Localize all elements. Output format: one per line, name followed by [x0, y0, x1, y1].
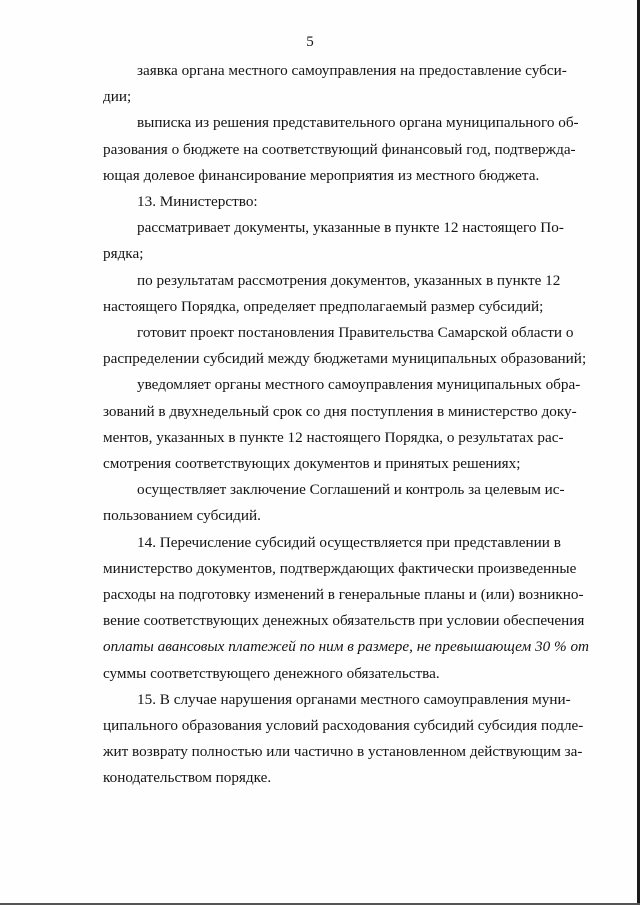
text-line: настоящего Порядка, определяет предполагаемый размер субсидий; — [103, 297, 544, 315]
text-line: выписка из решения представительного органа муниципального об- — [137, 114, 579, 132]
text-line: пользованием субсидий. — [103, 507, 261, 525]
text-line: жит возврату полностью или частично в установленном действующим за- — [103, 743, 583, 761]
text-line: ципального образования условий расходования субсидий субсидия подле- — [103, 717, 584, 735]
text-line: оплаты авансовых платежей по ним в размере, не превышающем 30 % от — [103, 638, 590, 656]
paragraph-extract — [69, 110, 579, 189]
paragraph-application — [69, 58, 567, 110]
text-line: вение соответствующих денежных обязательств при условии обеспечения — [103, 612, 585, 630]
text-line: конодательством порядке. — [103, 769, 272, 787]
paragraph-13-heading — [69, 189, 553, 215]
text-line: зований в двухнедельный срок со дня поступления в министерство доку- — [103, 402, 577, 420]
text-line: разования о бюджете на соответствующий финансовый год, подтвержда- — [103, 140, 576, 158]
text-line: смотрения соответствующих документов и принятых решениях; — [103, 455, 521, 473]
paragraph-agreements — [69, 477, 565, 529]
text-line: расходы на подготовку изменений в генеральные планы и (или) возникно- — [103, 586, 584, 604]
text-line: 14. Перечисление субсидий осуществляется при представлении в — [137, 533, 561, 551]
paragraph-notifies — [69, 372, 581, 477]
text-line: уведомляет органы местного самоуправления муниципальных обра- — [137, 376, 581, 394]
document-body — [69, 58, 590, 792]
text-line: министерство документов, подтверждающих фактически произведенные — [103, 559, 577, 577]
text-line: ющая долевое финансирование мероприятия из местного бюджета. — [103, 166, 540, 184]
text-line: по результатам рассмотрения документов, указанных в пункте 12 — [137, 271, 561, 289]
text-line: осуществляет заключение Соглашений и контроль за целевым ис- — [137, 481, 565, 499]
text-line: ментов, указанных в пункте 12 настоящего Порядка, о результатах рас- — [103, 428, 564, 446]
paragraph-results — [69, 268, 561, 320]
text-line: распределении субсидий между бюджетами муниципальных образований; — [103, 350, 587, 368]
paragraph-draft-resolution — [69, 320, 587, 372]
text-line: 15. В случае нарушения органами местного самоуправления муни- — [137, 690, 571, 708]
text-line: заявка органа местного самоуправления на предоставление субси- — [137, 62, 567, 79]
text-line: суммы соответствующего денежного обязательства. — [103, 664, 440, 682]
text-line: готовит проект постановления Правительства Самарской области о — [137, 324, 574, 342]
text-line: рядка; — [103, 245, 144, 263]
text-line: дии; — [103, 88, 132, 106]
page-number: 5 — [306, 34, 314, 50]
paragraph-15 — [69, 687, 584, 792]
text-line: рассматривает документы, указанные в пункте 12 настоящего По- — [137, 219, 564, 237]
paragraph-14 — [69, 530, 590, 687]
paragraph-reviews — [69, 215, 564, 267]
text-line: 13. Министерство: — [137, 193, 258, 211]
